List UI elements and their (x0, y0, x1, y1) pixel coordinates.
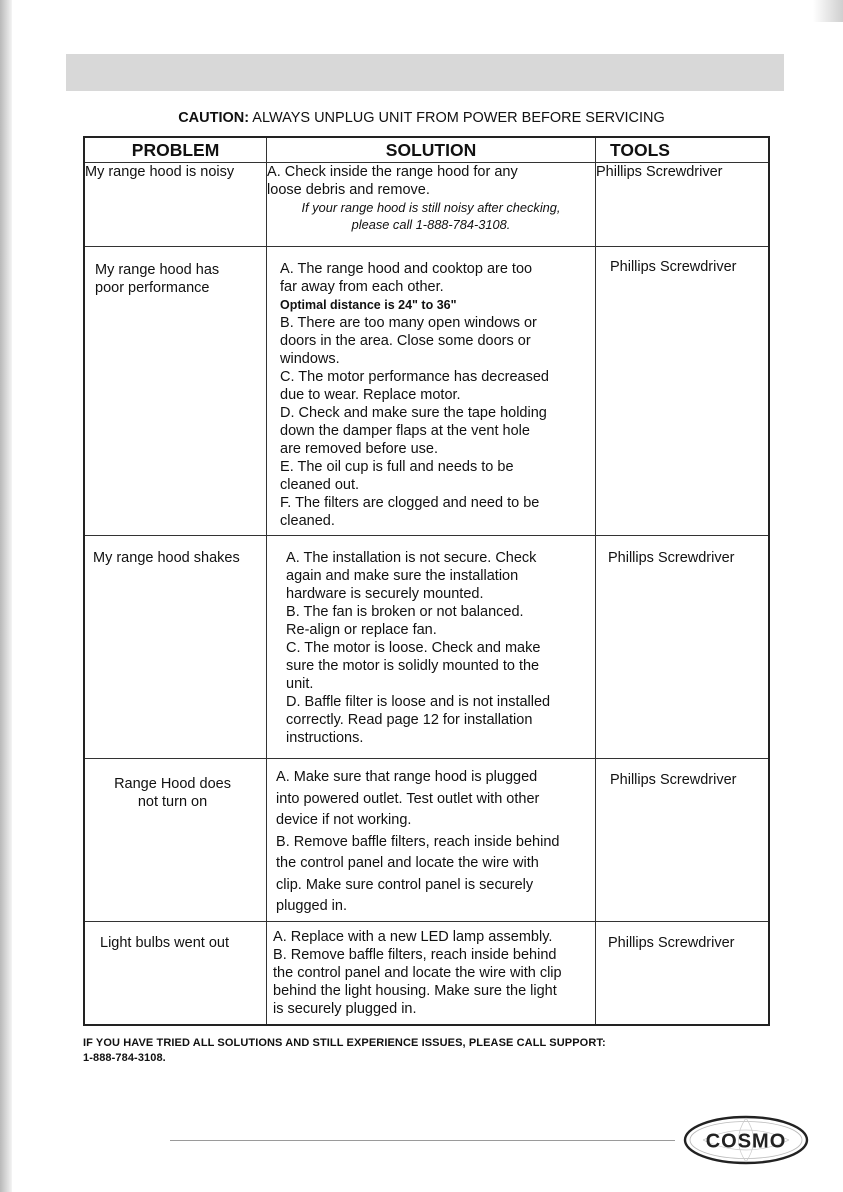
solution-line: into powered outlet. Test outlet with other (276, 790, 540, 807)
tools-cell (595, 759, 769, 922)
header-tools: TOOLS (595, 137, 769, 163)
problem-text: not turn on (137, 794, 208, 810)
solution-note: If your range hood is still noisy after checking, (301, 200, 561, 215)
problem-cell (84, 163, 267, 247)
solution-line: clip. Make sure control panel is securely (276, 876, 534, 893)
solution-line: F. The filters are clogged and need to be (280, 495, 540, 511)
problem-cell (84, 922, 267, 1025)
tools-cell (595, 163, 769, 247)
solution-cell (267, 247, 596, 536)
header-problem: PROBLEM (84, 137, 267, 163)
solution-line: B. There are too many open windows or (280, 315, 537, 331)
solution-line: behind the light housing. Make sure the light (273, 983, 557, 999)
tools-text: Phillips Screwdriver (609, 772, 737, 788)
solution-line: plugged in. (276, 898, 347, 914)
solution-line: is securely plugged in. (273, 1001, 417, 1017)
page-edge-shadow (0, 0, 12, 1192)
table-row (84, 163, 769, 247)
solution-cell (267, 163, 596, 247)
solution-line: C. The motor performance has decreased (280, 369, 549, 385)
solution-line: A. Replace with a new LED lamp assembly. (273, 929, 553, 945)
caution-banner (0, 110, 843, 126)
table-row (84, 247, 769, 536)
solution-line: A. Check inside the range hood for any (267, 164, 518, 180)
solution-line: C. The motor is loose. Check and make (286, 640, 541, 656)
solution-cell (267, 759, 596, 922)
tools-text: Phillips Screwdriver (609, 259, 737, 275)
solution-cell (267, 536, 596, 759)
optimal-distance-note: Optimal distance is 24" to 36" (280, 298, 457, 312)
tools-text: Phillips Screwdriver (607, 935, 735, 951)
solution-line: Re-align or replace fan. (286, 622, 437, 638)
cosmo-logo (683, 1115, 809, 1165)
solution-line: D. Baffle filter is loose and is not installed (286, 694, 551, 710)
header-solution: SOLUTION (267, 137, 596, 163)
problem-text: My range hood shakes (93, 550, 240, 566)
solution-line: B. Remove baffle filters, reach inside behind (276, 833, 560, 850)
solution-line: A. The range hood and cooktop are too (280, 261, 533, 277)
table-row (84, 922, 769, 1025)
header-bar (66, 54, 784, 91)
solution-line: A. The installation is not secure. Check (286, 550, 537, 566)
solution-line: are removed before use. (280, 441, 439, 457)
solution-line: device if not working. (276, 812, 412, 828)
solution-line: cleaned out. (280, 477, 360, 493)
solution-line: far away from each other. (280, 279, 444, 295)
footer-divider (170, 1140, 675, 1141)
table-header-row (84, 137, 769, 163)
tools-text: Phillips Screwdriver (595, 164, 723, 180)
solution-line: unit. (286, 676, 314, 692)
solution-line: A. Make sure that range hood is plugged (276, 769, 538, 785)
solution-line: E. The oil cup is full and needs to be (280, 459, 514, 475)
logo-text: COSMO (705, 1130, 787, 1153)
problem-cell (84, 536, 267, 759)
problem-text: My range hood has (95, 262, 220, 278)
support-footer-note (83, 1036, 783, 1066)
problem-text: poor performance (95, 280, 210, 296)
solution-line: due to wear. Replace motor. (280, 387, 461, 403)
solution-line: windows. (280, 351, 340, 367)
solution-line: again and make sure the installation (286, 568, 519, 584)
solution-line: loose debris and remove. (267, 182, 430, 198)
support-phone: 1-888-784-3108. (83, 1052, 166, 1064)
caution-label: CAUTION: (178, 110, 250, 126)
tools-cell (595, 247, 769, 536)
problem-text: Range Hood does (114, 776, 231, 792)
caution-text: ALWAYS UNPLUG UNIT FROM POWER BEFORE SERVICING (249, 110, 665, 126)
solution-line: B. The fan is broken or not balanced. (286, 604, 524, 620)
solution-line: B. Remove baffle filters, reach inside behind (273, 947, 557, 963)
tools-text: Phillips Screwdriver (607, 550, 735, 566)
solution-line: instructions. (286, 730, 364, 746)
table-row (84, 759, 769, 922)
solution-line: cleaned. (280, 513, 335, 529)
tools-cell (595, 536, 769, 759)
problem-text: My range hood is noisy (85, 164, 235, 180)
solution-line: doors in the area. Close some doors or (280, 333, 531, 349)
solution-line: the control panel and locate the wire with (276, 855, 539, 871)
problem-text: Light bulbs went out (100, 935, 229, 951)
solution-line: hardware is securely mounted. (286, 586, 484, 602)
support-footer-line: IF YOU HAVE TRIED ALL SOLUTIONS AND STILL EXPERIENCE ISSUES, PLEASE CALL SUPPORT: (83, 1037, 606, 1049)
solution-note: please call 1-888-784-3108. (351, 217, 511, 232)
solution-line: sure the motor is solidly mounted to the (286, 658, 540, 674)
tools-cell (595, 922, 769, 1025)
solution-line: D. Check and make sure the tape holding (280, 405, 547, 421)
table-row (84, 536, 769, 759)
solution-line: down the damper flaps at the vent hole (280, 423, 530, 439)
solution-cell (267, 922, 596, 1025)
troubleshooting-table (83, 136, 770, 1026)
page-corner-shadow (813, 0, 843, 22)
solution-line: correctly. Read page 12 for installation (286, 712, 533, 728)
solution-line: the control panel and locate the wire with clip (273, 965, 562, 981)
problem-cell (84, 759, 267, 922)
problem-cell (84, 247, 267, 536)
